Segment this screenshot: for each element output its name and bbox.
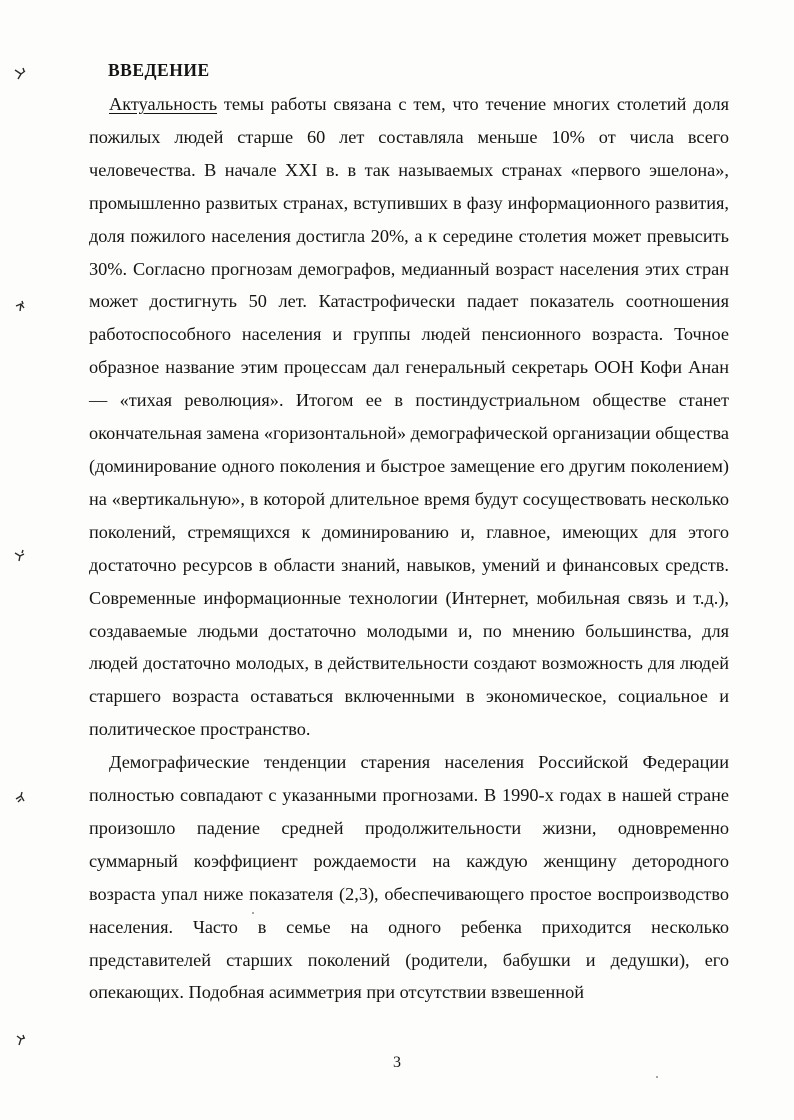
scan-mark-icon — [12, 548, 28, 564]
scan-speck — [656, 1076, 658, 1078]
relevance-term: Актуальность — [109, 94, 218, 114]
scan-mark-icon — [12, 298, 28, 314]
paragraph-relevance — [89, 88, 729, 746]
scan-mark-icon — [12, 66, 28, 82]
scan-mark-icon — [12, 790, 28, 806]
scan-mark-icon — [12, 1032, 28, 1048]
section-heading: ВВЕДЕНИЕ — [108, 60, 210, 80]
page-number: 3 — [393, 1054, 401, 1071]
paragraph-demographics: Демографические тенденции старения населения Российской Федерации полностью совпадают с указанными прогнозами. В 1990-х годах в нашей стране произошло падение средней продолжительности жизни, одновременно суммарный коэффициент рождаемости на каждую женщину детородного возраста упал ниже показателя (2,3), обеспечивающего простое воспроизводство населения. Часто в семье на одного ребенка приходится несколько представителей старших поколений (родители, бабушки и дедушки), его опекающих. Подобная асимметрия при отсутствии взвешенной — [89, 752, 729, 1003]
paragraph-text: темы работы связана с тем, что течение многих столетий доля пожилых людей старше 60 лет составляла меньше 10% от числа всего человечества. В начале XXI в. в так называемых странах «первого эшелона», промышленно развитых странах, вступивших в фазу информационного развития, доля пожилого населения достигла 20%, а к середине столетия может превысить 30%. Согласно прогнозам демографов, медианный возраст населения этих стран может достигнуть 50 лет. Катастрофически падает показатель соотношения работоспособного населения и группы людей пенсионного возраста. Точное образное название этим процессам дал генеральный секретарь ООН Кофи Анан — «тихая революция». Итогом ее в постиндустриальном обществе станет окончательная замена «горизонтальной» демографической организации общества (доминирование одного поколения и быстрое замещение его другим поколением) на «вертикальную», в которой длительное время будут сосуществовать несколько поколений, стремящихся к доминированию и, главное, имеющих для этого достаточно ресурсов в области знаний, навыков, умений и финансовых средств. Современные информационные технологии (Интернет, мобильная связь и т.д.), создаваемые людьми достаточно молодыми и, по мнению большинства, для людей достаточно молодых, в действительности создают возможность для людей старшего возраста оставаться включенными в экономическое, социальное и политическое пространство. — [89, 94, 729, 740]
body-text — [89, 88, 729, 1009]
